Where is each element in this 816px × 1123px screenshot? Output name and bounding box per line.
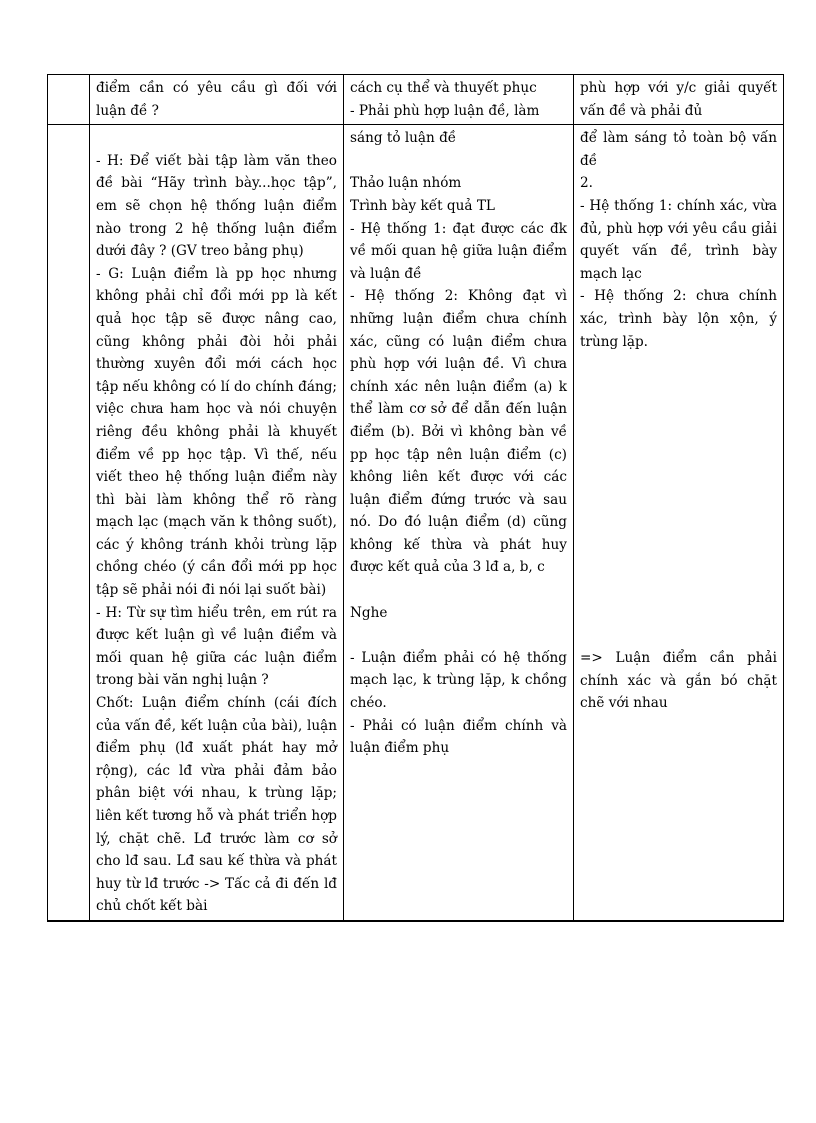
content-text: để làm sáng tỏ toàn bộ vấn đề — [580, 130, 777, 169]
student-text: cách cụ thể và thuyết phục — [350, 80, 537, 96]
content-cell — [574, 125, 784, 921]
teacher-activity-cell — [90, 125, 344, 921]
table-row — [48, 75, 784, 125]
content-text: - Hệ thống 1: chính xác, vừa đủ, phù hợp với yêu cầu giải quyết vấn đề, trình bày mạch lạc — [580, 197, 777, 282]
student-answer: - Luận điểm phải có hệ thống mạch lạc, k trùng lặp, k chồng chéo. — [350, 649, 567, 712]
teacher-explanation: - G: Luận điểm là pp học nhưng không phải chỉ đổi mới pp là kết quả học tập sẽ được nâng cao, cũng không phải đòi hỏi phải thường xuyên đổi mới cách học tập nếu không có lí do chính đáng; việc chưa ham học và nói chuyện riêng đều không phải là khuyết điểm về pp học tập. Vì thế, nếu viết theo hệ thống luận điểm này thì bài làm không thể rõ ràng mạch lạc (mạch văn k thông suốt), các ý không tránh khỏi trùng lặp chồng chéo (ý cần đổi mới pp học tập sẽ phải nói đi nói lại suốt bài) — [96, 265, 337, 599]
content-number: 2. — [580, 175, 593, 192]
student-activity: Thảo luận nhóm — [350, 175, 462, 192]
lesson-plan-table — [47, 74, 784, 922]
content-conclusion: => Luận điểm cần phải chính xác và gắn bó chặt chẽ với nhau — [580, 650, 777, 712]
content-text: phù hợp với y/c giải quyết vấn đề và phải đủ — [580, 80, 777, 119]
teacher-activity-cell — [90, 75, 344, 125]
teacher-question: - H: Từ sự tìm hiểu trên, em rút ra được kết luận gì về luận điểm và mối quan hệ giữa các luận điểm trong bài văn nghị luận ? — [96, 604, 337, 689]
index-cell — [48, 125, 90, 921]
student-text: sáng tỏ luận đề — [350, 130, 457, 147]
student-activity-cell — [344, 75, 574, 125]
student-answer: - Phải có luận điểm chính và luận điểm phụ — [350, 717, 567, 757]
student-activity-cell — [344, 125, 574, 921]
index-cell — [48, 75, 90, 125]
content-text: - Hệ thống 2: chưa chính xác, trình bày lộn xộn, ý trùng lặp. — [580, 288, 777, 350]
teacher-question: - H: Để viết bài tập làm văn theo đề bài “Hãy trình bày...học tập”, em sẽ chọn hệ thống luận điểm nào trong 2 hệ thống luận điểm dưới đây ? (GV treo bảng phụ) — [96, 152, 337, 260]
student-answer: - Hệ thống 2: Không đạt vì những luận điểm chưa chính xác, cũng có luận điểm chưa phù hợp với luận đề. Vì chưa chính xác nên luận điểm (a) k thể làm cơ sở để dẫn đến luận điểm (b). Bởi vì không bàn về pp học tập nên luận điểm (c) không liên kết được với các luận điểm đứng trước và sau nó. Do đó luận điểm (d) cũng không kế thừa và phát huy được kết quả của 3 lđ a, b, c — [350, 288, 567, 576]
teacher-conclusion: Chốt: Luận điểm chính (cái đích của vấn đề, kết luận của bài), luận điểm phụ (lđ xuất phát hay mở rộng), các lđ vừa phải đảm bảo phân biệt với nhau, k trùng lặp; liên kết tương hỗ và phát triển hợp lý, chặt chẽ. Lđ trước làm cơ sở cho lđ sau. Lđ sau kế thừa và phát huy từ lđ trước -> Tấc cả đi đến lđ chủ chốt kết bài — [96, 695, 337, 915]
student-activity: Trình bày kết quả TL — [350, 197, 495, 214]
student-activity: Nghe — [350, 604, 388, 621]
table-row — [48, 125, 784, 921]
student-answer: - Hệ thống 1: đạt được các đk về mối quan hệ giữa luận điểm và luận đề — [350, 220, 567, 282]
content-cell — [574, 75, 784, 125]
teacher-text: điểm cần có yêu cầu gì đối với luận đề ? — [96, 80, 337, 119]
student-text: - Phải phù hợp luận đề, làm — [350, 102, 540, 119]
